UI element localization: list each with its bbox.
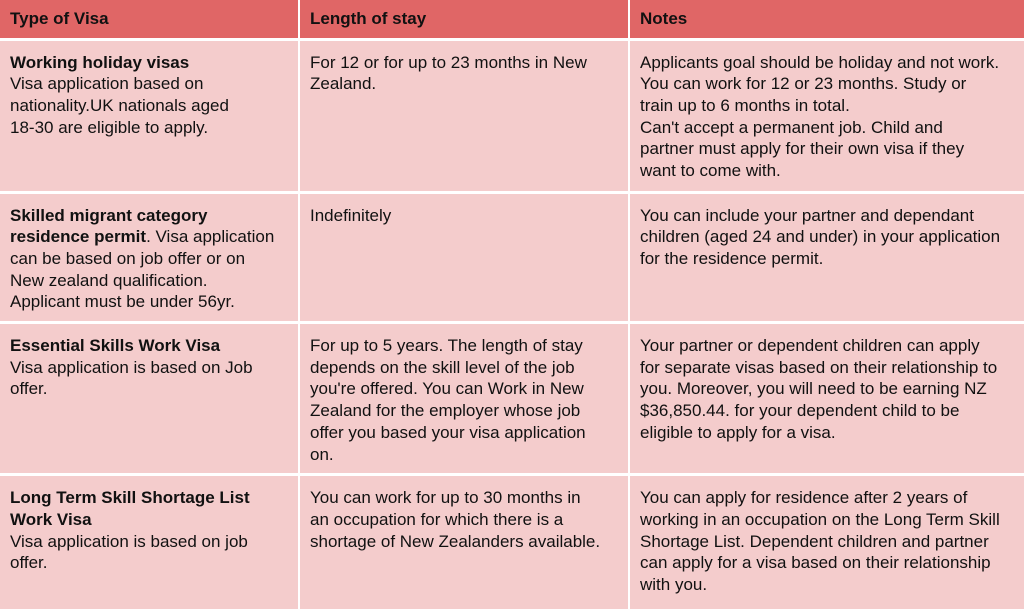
length-line: Zealand. bbox=[310, 74, 377, 94]
visa-type-desc-line: Visa application is based on job bbox=[10, 531, 248, 551]
notes-line: train up to 6 months in total. bbox=[640, 95, 850, 115]
notes-cell bbox=[629, 475, 1024, 609]
length-of-stay-cell bbox=[299, 39, 629, 192]
notes-line: with you. bbox=[640, 575, 708, 595]
length-line: Indefinitely bbox=[310, 205, 392, 225]
visa-type-desc-line: Applicant must be under 56yr. bbox=[10, 292, 235, 312]
notes-line: you. Moreover, you will need to be earning NZ bbox=[640, 379, 987, 399]
notes-line: Applicants goal should be holiday and not work. bbox=[640, 52, 1000, 72]
notes-line: eligible to apply for a visa. bbox=[640, 422, 836, 442]
visa-type-desc-line: offer. bbox=[10, 553, 48, 573]
length-line: you're offered. You can Work in New bbox=[310, 379, 584, 399]
length-line: on. bbox=[310, 444, 334, 464]
length-line: Zealand for the employer whose job bbox=[310, 401, 581, 421]
visa-type-cell bbox=[0, 323, 299, 475]
length-line: For up to 5 years. The length of stay bbox=[310, 336, 583, 356]
notes-cell bbox=[629, 39, 1024, 192]
header-row bbox=[0, 0, 1024, 39]
visa-type-desc-line: 18-30 are eligible to apply. bbox=[10, 117, 209, 137]
notes-cell bbox=[629, 323, 1024, 475]
header-length-of-stay: Length of stay bbox=[299, 0, 629, 39]
table-row-working-holiday bbox=[0, 39, 1024, 192]
visa-type-desc-line: nationality.UK nationals aged bbox=[10, 95, 229, 115]
table-row-skilled-migrant bbox=[0, 192, 1024, 323]
visa-type-title-line: residence permit bbox=[10, 227, 147, 247]
visa-type-desc-line: New zealand qualification. bbox=[10, 270, 208, 290]
visa-type-title-line: Skilled migrant category bbox=[10, 205, 208, 225]
notes-line: You can apply for residence after 2 years of bbox=[640, 488, 968, 508]
visa-type-desc-inline: . Visa application bbox=[146, 227, 275, 247]
visa-type-cell bbox=[0, 475, 299, 609]
notes-line: Shortage List. Dependent children and partner bbox=[640, 531, 989, 551]
table-header bbox=[0, 0, 1024, 39]
header-type-of-visa: Type of Visa bbox=[0, 0, 299, 39]
length-of-stay-cell bbox=[299, 475, 629, 609]
visa-type-title-line: Work Visa bbox=[10, 509, 92, 529]
table-row-long-term-skill-shortage bbox=[0, 475, 1024, 609]
visa-type-title-line: Long Term Skill Shortage List bbox=[10, 488, 250, 508]
visa-type-cell bbox=[0, 192, 299, 323]
length-line: offer you based your visa application bbox=[310, 422, 586, 442]
notes-line: partner must apply for their own visa if they bbox=[640, 139, 965, 159]
notes-line: You can work for 12 or 23 months. Study or bbox=[640, 74, 967, 94]
visa-type-desc-line: Visa application based on bbox=[10, 74, 204, 94]
table-body bbox=[0, 39, 1024, 609]
notes-line: working in an occupation on the Long Term Skill bbox=[640, 509, 1000, 529]
notes-line: $36,850.44. for your dependent child to be bbox=[640, 401, 960, 421]
notes-line: Your partner or dependent children can apply bbox=[640, 336, 980, 356]
notes-line: You can include your partner and dependant bbox=[640, 205, 974, 225]
notes-cell bbox=[629, 192, 1024, 323]
notes-line: want to come with. bbox=[640, 161, 781, 181]
visa-type-cell bbox=[0, 39, 299, 192]
length-line: shortage of New Zealanders available. bbox=[310, 531, 601, 551]
visa-type-title: Essential Skills Work Visa bbox=[10, 336, 221, 356]
visa-type-desc-line: Visa application is based on Job bbox=[10, 357, 253, 377]
length-of-stay-cell bbox=[299, 192, 629, 323]
length-of-stay-cell bbox=[299, 323, 629, 475]
notes-line: for separate visas based on their relationship to bbox=[640, 357, 998, 377]
notes-line: Can't accept a permanent job. Child and bbox=[640, 117, 943, 137]
visa-type-desc-line: can be based on job offer or on bbox=[10, 248, 246, 268]
visa-type-desc-line: offer. bbox=[10, 379, 48, 399]
length-line: an occupation for which there is a bbox=[310, 509, 564, 529]
notes-line: can apply for a visa based on their relationship bbox=[640, 553, 991, 573]
notes-line: children (aged 24 and under) in your application bbox=[640, 227, 1001, 247]
header-notes: Notes bbox=[629, 0, 1024, 39]
length-line: depends on the skill level of the job bbox=[310, 357, 575, 377]
length-line: For 12 or for up to 23 months in New bbox=[310, 52, 587, 72]
visa-type-title: Working holiday visas bbox=[10, 52, 190, 72]
length-line: You can work for up to 30 months in bbox=[310, 488, 581, 508]
notes-line: for the residence permit. bbox=[640, 248, 824, 268]
table-row-essential-skills bbox=[0, 323, 1024, 475]
